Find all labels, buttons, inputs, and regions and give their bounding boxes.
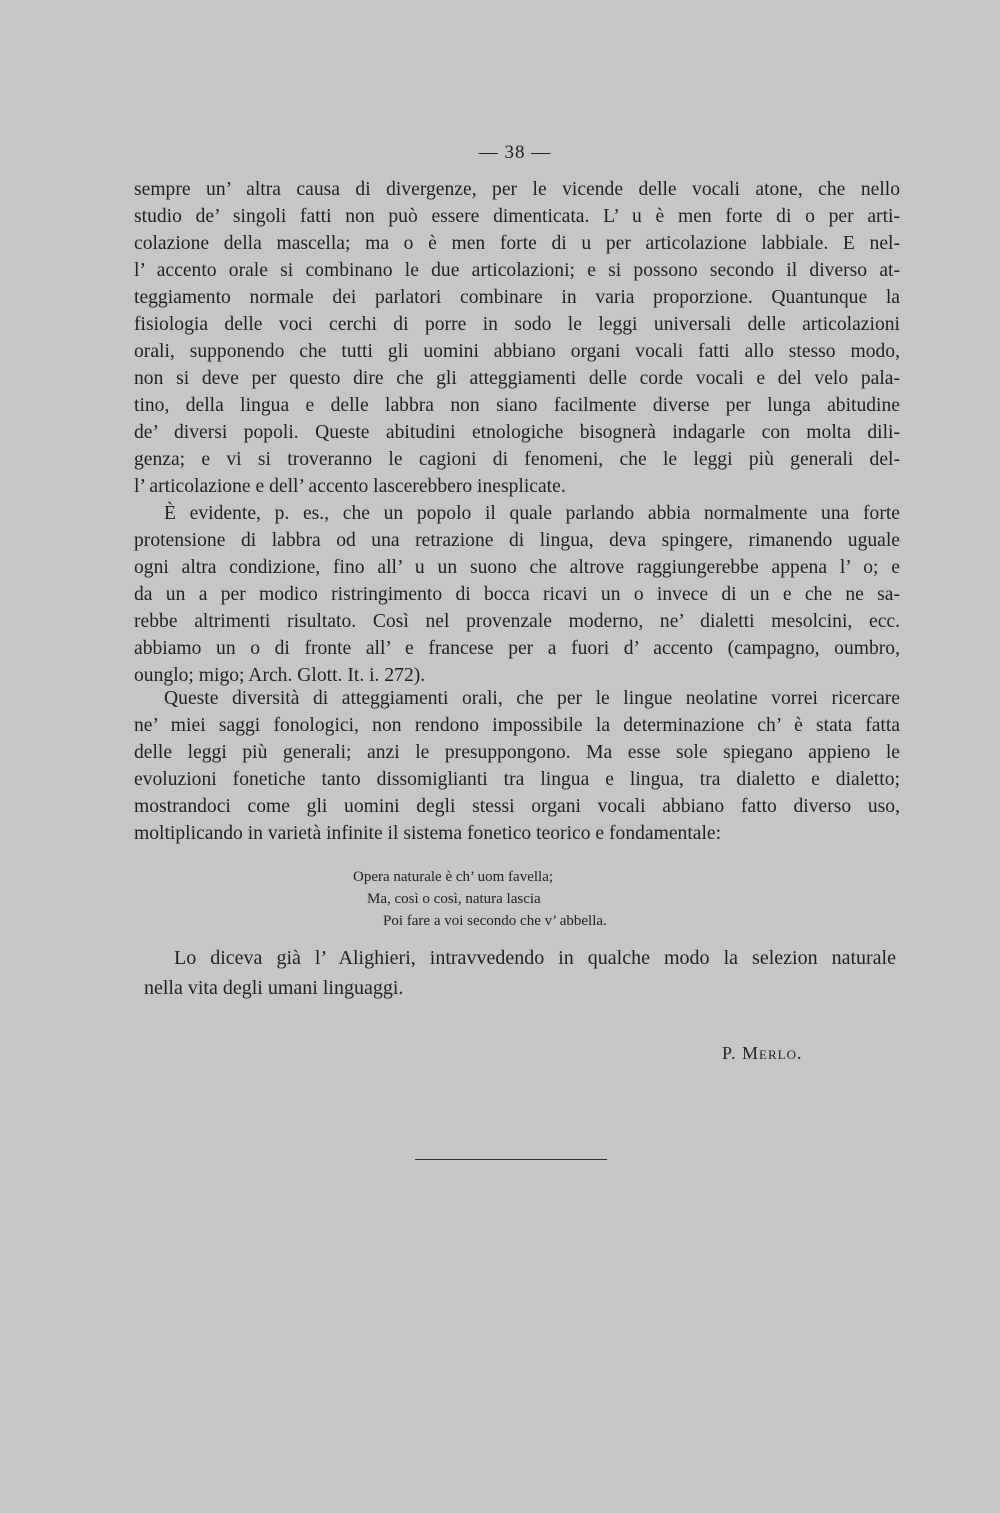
text-line: moltiplicando in varietà infinite il sistema fonetico teorico e fondamentale: — [134, 823, 722, 844]
text-line: Queste diversità di atteggiamenti orali, che per le lingue neolatine vorrei ricercare — [164, 688, 900, 709]
page-number: — 38 — — [478, 142, 552, 163]
text-line: È evidente, p. es., che un popolo il quale parlando abbia normalmente una forte — [164, 503, 900, 524]
poem-verse: Poi fare a voi secondo che v’ abbella. — [383, 913, 607, 929]
text-line: nella vita degli umani linguaggi. — [144, 977, 404, 999]
text-line: Lo diceva già l’ Alighieri, intravvedendo in qualche modo la selezion naturale — [174, 947, 896, 969]
text-line: ogni altra condizione, fino all’ u un suono che altrove raggiungerebbe appena l’ o; e — [134, 557, 900, 578]
text-line: studio de’ singoli fatti non può essere dimenticata. L’ u è men forte di o per arti- — [134, 206, 900, 227]
signature-text: P. Merlo. — [722, 1043, 803, 1063]
end-rule-divider — [415, 1159, 607, 1160]
paragraph-2 — [134, 500, 900, 689]
text-line: da un a per modico ristringimento di bocca ricavi un o invece di un e che ne sa- — [134, 584, 900, 605]
closing-paragraph — [144, 943, 896, 1003]
author-signature — [722, 1043, 802, 1064]
text-line: de’ diversi popoli. Queste abitudini etnologiche bisognerà indagarle con molta dili- — [134, 422, 900, 443]
text-line: fisiologia delle voci cerchi di porre in sodo le leggi universali delle articolazioni — [134, 314, 900, 335]
poem-verse: Ma, così o così, natura lascia — [367, 891, 541, 907]
text-line: genza; e vi si troveranno le cagioni di fenomeni, che le leggi più generali del- — [134, 449, 900, 470]
text-line: l’ articolazione e dell’ accento lascerebbero inesplicate. — [134, 476, 566, 497]
paragraph-3 — [134, 685, 900, 847]
text-line: l’ accento orale si combinano le due articolazioni; e si possono secondo il diverso at- — [134, 260, 900, 281]
paragraph-1 — [134, 176, 900, 500]
text-line: protensione di labbra od una retrazione di lingua, deva spingere, rimanendo uguale — [134, 530, 900, 551]
text-line: delle leggi più generali; anzi le presuppongono. Ma esse sole spiegano appieno le — [134, 742, 900, 763]
text-line: teggiamento normale dei parlatori combinare in varia proporzione. Quantunque la — [134, 287, 900, 308]
poem-quotation — [353, 866, 607, 932]
text-line: tino, della lingua e delle labbra non siano facilmente diverse per lunga abitudine — [134, 395, 900, 416]
text-line: evoluzioni fonetiche tanto dissomiglianti tra lingua e lingua, tra dialetto e dialetto; — [134, 769, 900, 790]
text-line: non si deve per questo dire che gli atteggiamenti delle corde vocali e del velo pala- — [134, 368, 900, 389]
text-line: mostrandoci come gli uomini degli stessi organi vocali abbiano fatto diverso uso, — [134, 796, 900, 817]
text-line: colazione della mascella; ma o è men forte di u per articolazione labbiale. E nel- — [134, 233, 900, 254]
text-line: ounglo; migo; Arch. Glott. It. i. 272). — [134, 665, 426, 686]
text-line: abbiamo un o di fronte all’ e francese per a fuori d’ accento (campagno, oumbro, — [134, 638, 900, 659]
poem-verse: Opera naturale è ch’ uom favella; — [353, 869, 554, 885]
text-line: orali, supponendo che tutti gli uomini abbiano organi vocali fatti allo stesso modo, — [134, 341, 900, 362]
text-line: ne’ miei saggi fonologici, non rendono impossibile la determinazione ch’ è stata fatta — [134, 715, 900, 736]
text-line: sempre un’ altra causa di divergenze, per le vicende delle vocali atone, che nello — [134, 179, 900, 200]
text-line: rebbe altrimenti risultato. Così nel provenzale moderno, ne’ dialetti mesolcini, ecc. — [134, 611, 900, 632]
